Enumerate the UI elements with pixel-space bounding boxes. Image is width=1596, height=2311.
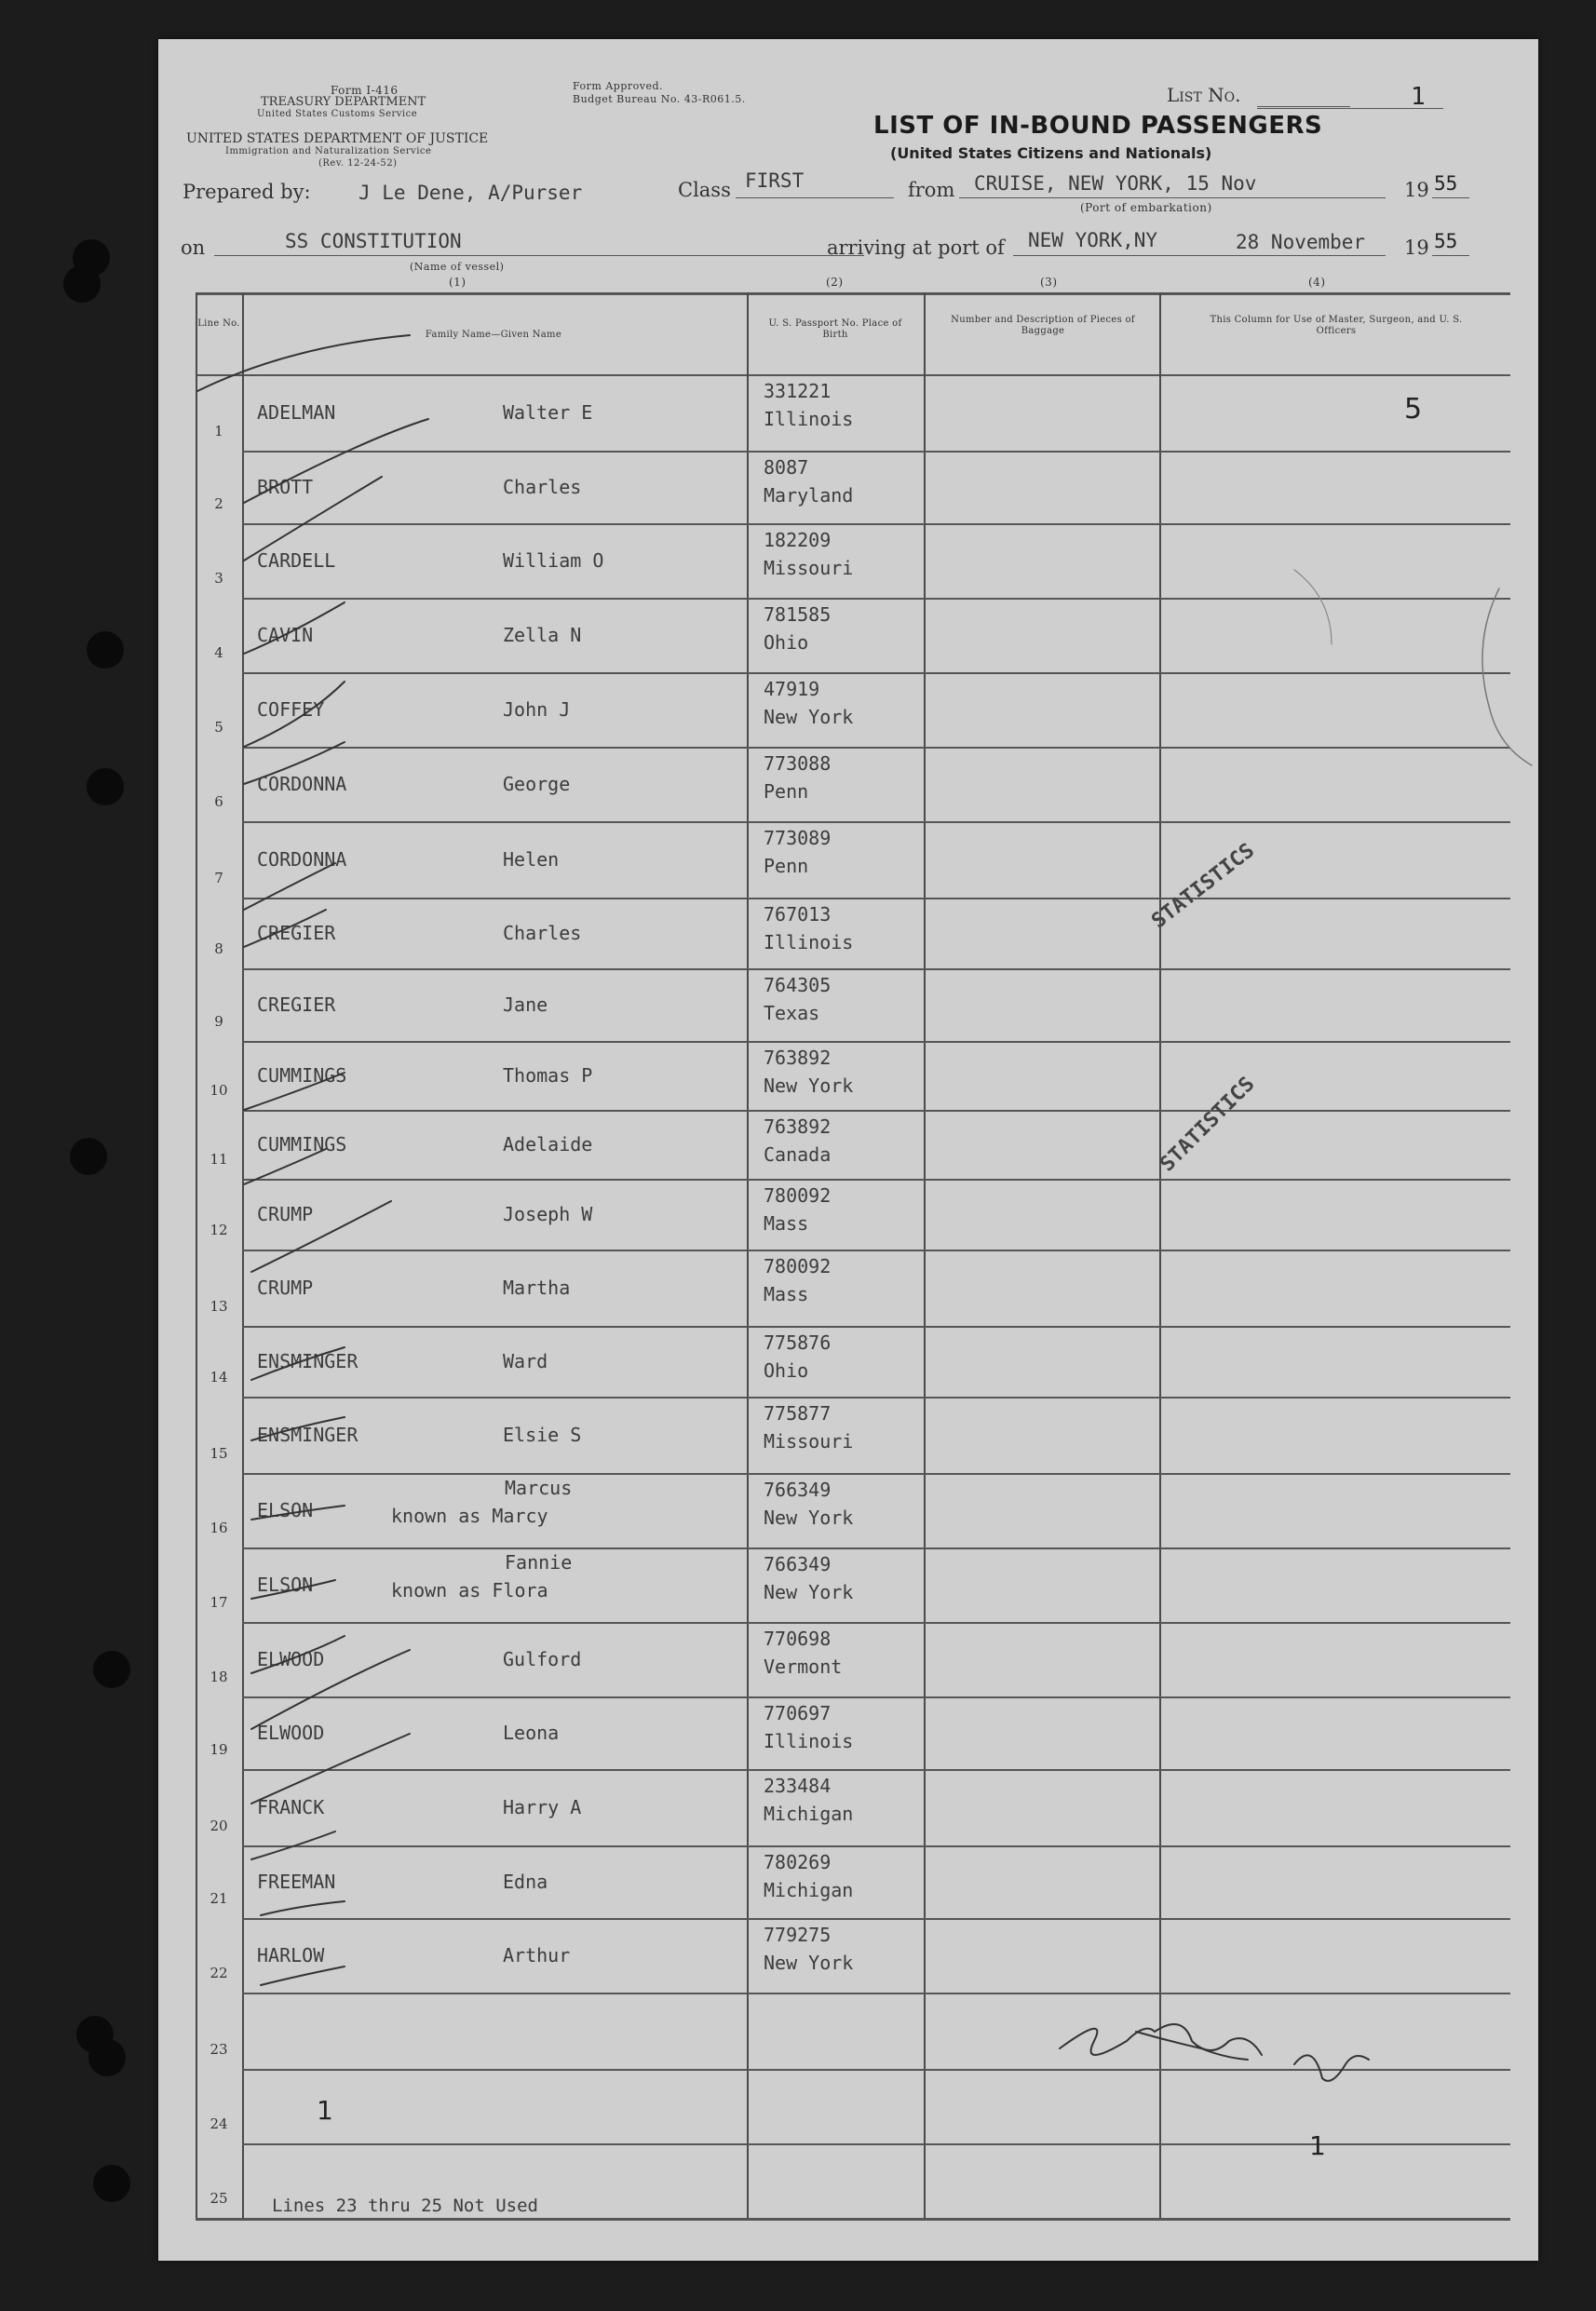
arrival-port-value: NEW YORK,NY: [1028, 229, 1158, 251]
col-num-4: (4): [1308, 276, 1326, 289]
vessel-name-value: SS CONSTITUTION: [285, 230, 462, 252]
given-name: Charles: [503, 922, 582, 944]
line-number: 18: [210, 1669, 228, 1685]
given-name: Zella N: [503, 624, 582, 646]
given-name: Helen: [503, 848, 560, 871]
port-embarkation-note: (Port of embarkation): [1080, 201, 1212, 214]
line-number: 20: [210, 1818, 228, 1834]
family-name: ELSON: [257, 1499, 314, 1521]
place-of-birth: New York: [764, 1952, 854, 1974]
place-of-birth: Illinois: [764, 931, 854, 953]
place-of-birth: Missouri: [764, 1430, 854, 1453]
given-name: Thomas P: [503, 1064, 593, 1087]
col-header-baggage: Number and Description of Pieces of Baggage: [951, 315, 1135, 336]
passport-number: 182209: [764, 529, 832, 551]
family-name: ELSON: [257, 1574, 314, 1596]
given-name: Adelaide: [503, 1133, 593, 1156]
statistics-stamp: STATISTICS: [1156, 1073, 1260, 1177]
officer-mark-row1: 5: [1404, 393, 1423, 426]
col-header-passport: U. S. Passport No. Place of Birth: [768, 318, 902, 340]
family-name: CARDELL: [257, 549, 336, 572]
passport-number: 775876: [764, 1331, 832, 1354]
prepared-by-value: J Le Dene, A/Purser: [358, 182, 583, 204]
family-name: BROTT: [257, 476, 314, 498]
given-name: Charles: [503, 476, 582, 498]
pen-marks: [158, 39, 1538, 2261]
line-number: 2: [214, 495, 223, 512]
line-number: 14: [210, 1369, 228, 1385]
given-name: Ward: [503, 1350, 548, 1372]
line-number: 3: [214, 570, 223, 587]
family-name: CORDONNA: [257, 773, 347, 795]
line-number: 6: [214, 793, 223, 810]
family-name: FREEMAN: [257, 1871, 336, 1893]
vessel-name-note: (Name of vessel): [410, 261, 505, 273]
binder-hole: [87, 768, 124, 805]
place-of-birth: Michigan: [764, 1879, 854, 1901]
line-number: 25: [210, 2190, 228, 2207]
family-name: CRUMP: [257, 1277, 314, 1299]
known-as: known as Flora: [391, 1579, 548, 1601]
place-of-birth: Mass: [764, 1283, 809, 1305]
passport-number: 764305: [764, 974, 832, 996]
passport-number: 770698: [764, 1628, 832, 1650]
family-name: ENSMINGER: [257, 1424, 358, 1446]
immigration-service: Immigration and Naturalization Service: [225, 146, 432, 156]
line-number: 7: [214, 870, 223, 886]
line-number: 24: [210, 2115, 228, 2132]
treasury-department: TREASURY DEPARTMENT: [261, 95, 426, 109]
family-name: ELWOOD: [257, 1722, 325, 1744]
family-name: CUMMINGS: [257, 1064, 347, 1087]
given-name: Gulford: [503, 1648, 582, 1670]
family-name: CREGIER: [257, 993, 336, 1016]
place-of-birth: Vermont: [764, 1656, 843, 1678]
place-of-birth: New York: [764, 1507, 854, 1529]
list-no-label: List No.: [1167, 84, 1241, 106]
col-header-line: Line No.: [197, 318, 240, 329]
given-name: Marcus: [505, 1477, 573, 1499]
binder-hole: [87, 631, 124, 669]
arriving-label: arriving at port of: [827, 237, 1005, 259]
line-number: 10: [210, 1082, 228, 1099]
footer-note: Lines 23 thru 25 Not Used: [272, 2196, 538, 2216]
passport-number: 766349: [764, 1479, 832, 1501]
binder-hole: [63, 265, 101, 303]
count-right: 1: [1309, 2130, 1326, 2161]
place-of-birth: Canada: [764, 1143, 832, 1166]
passport-number: 780092: [764, 1184, 832, 1207]
line-number: 5: [214, 719, 223, 736]
line-number: 13: [210, 1298, 228, 1315]
given-name: George: [503, 773, 571, 795]
family-name: CREGIER: [257, 922, 336, 944]
form-number: Form I-416: [331, 84, 399, 97]
place-of-birth: Penn: [764, 855, 809, 877]
prepared-by-label: Prepared by:: [183, 181, 311, 203]
family-name: COFFEY: [257, 698, 325, 721]
on-label: on: [181, 237, 206, 259]
form-revision: (Rev. 12-24-52): [318, 158, 398, 169]
family-name: CORDONNA: [257, 848, 347, 871]
passport-number: 780092: [764, 1255, 832, 1277]
class-label: Class: [678, 179, 731, 201]
family-name: HARLOW: [257, 1944, 325, 1966]
place-of-birth: Penn: [764, 780, 809, 803]
given-name: Walter E: [503, 401, 593, 424]
passport-number: 775877: [764, 1402, 832, 1425]
family-name: FRANCK: [257, 1796, 325, 1818]
line-number: 17: [210, 1594, 228, 1611]
embarkation-port-value: CRUISE, NEW YORK, 15 Nov: [974, 172, 1257, 195]
class-value: FIRST: [745, 169, 805, 192]
place-of-birth: Illinois: [764, 408, 854, 430]
passport-number: 233484: [764, 1775, 832, 1797]
from-year: 55: [1434, 172, 1458, 195]
given-name: Jane: [503, 993, 548, 1016]
passport-number: 770697: [764, 1702, 832, 1724]
place-of-birth: Ohio: [764, 1359, 809, 1382]
place-of-birth: Ohio: [764, 631, 809, 654]
place-of-birth: New York: [764, 706, 854, 728]
list-no-value: 1: [1411, 83, 1426, 111]
col-header-name: Family Name—Given Name: [425, 330, 562, 340]
given-name: Martha: [503, 1277, 571, 1299]
customs-service: United States Customs Service: [257, 109, 418, 119]
family-name: ELWOOD: [257, 1648, 325, 1670]
passport-number: 331221: [764, 380, 832, 402]
arrival-year-prefix: 19: [1404, 237, 1429, 259]
line-number: 1: [214, 423, 223, 439]
page-subtitle: (United States Citizens and Nationals): [890, 144, 1212, 162]
passport-number: 767013: [764, 903, 832, 926]
arrival-date-value: 28 November: [1236, 231, 1366, 253]
binder-hole: [88, 2039, 126, 2076]
passport-number: 781585: [764, 603, 832, 626]
from-year-prefix: 19: [1404, 179, 1429, 201]
statistics-stamp: STATISTICS: [1147, 839, 1260, 934]
binder-hole: [93, 1651, 130, 1688]
line-number: 16: [210, 1520, 228, 1536]
passport-number: 780269: [764, 1851, 832, 1873]
arrival-year: 55: [1434, 230, 1458, 252]
given-name: Edna: [503, 1871, 548, 1893]
budget-bureau: Budget Bureau No. 43-R061.5.: [573, 93, 746, 105]
family-name: CRUMP: [257, 1203, 314, 1225]
given-name: Elsie S: [503, 1424, 582, 1446]
passport-number: 773089: [764, 827, 832, 849]
given-name: Harry A: [503, 1796, 582, 1818]
line-number: 4: [214, 644, 223, 661]
page-title: LIST OF IN-BOUND PASSENGERS: [873, 112, 1323, 140]
col-num-3: (3): [1040, 276, 1058, 289]
place-of-birth: Missouri: [764, 557, 854, 579]
passport-number: 779275: [764, 1924, 832, 1946]
place-of-birth: Michigan: [764, 1803, 854, 1825]
given-name: Arthur: [503, 1944, 571, 1966]
line-number: 22: [210, 1965, 228, 1981]
given-name: Fannie: [505, 1551, 573, 1574]
passport-number: 773088: [764, 752, 832, 775]
passport-number: 763892: [764, 1115, 832, 1138]
place-of-birth: Texas: [764, 1002, 820, 1024]
line-number: 15: [210, 1445, 228, 1462]
binder-hole: [70, 1138, 107, 1175]
family-name: ENSMINGER: [257, 1350, 358, 1372]
family-name: CUMMINGS: [257, 1133, 347, 1156]
line-number: 8: [214, 940, 223, 957]
place-of-birth: New York: [764, 1074, 854, 1097]
family-name: ADELMAN: [257, 401, 336, 424]
from-label: from: [908, 179, 955, 201]
line-number: 11: [210, 1151, 228, 1168]
place-of-birth: Mass: [764, 1212, 809, 1235]
binder-hole: [93, 2165, 130, 2202]
col-num-2: (2): [826, 276, 844, 289]
col-header-officers: This Column for Use of Master, Surgeon, and U. S. Officers: [1210, 315, 1463, 336]
justice-department: UNITED STATES DEPARTMENT OF JUSTICE: [186, 131, 489, 146]
count-left: 1: [317, 2095, 333, 2126]
line-number: 12: [210, 1222, 228, 1238]
passport-number: 8087: [764, 456, 809, 479]
passport-number: 763892: [764, 1047, 832, 1069]
manifest-sheet: [158, 39, 1538, 2261]
given-name: John J: [503, 698, 571, 721]
line-number: 19: [210, 1741, 228, 1758]
line-number: 9: [214, 1013, 223, 1030]
given-name: Leona: [503, 1722, 560, 1744]
given-name: Joseph W: [503, 1203, 593, 1225]
passport-number: 47919: [764, 678, 820, 700]
passport-number: 766349: [764, 1553, 832, 1575]
family-name: CAVIN: [257, 624, 314, 646]
form-approved: Form Approved.: [573, 80, 664, 92]
place-of-birth: New York: [764, 1581, 854, 1603]
line-number: 21: [210, 1890, 228, 1907]
place-of-birth: Maryland: [764, 484, 854, 507]
col-num-1: (1): [449, 276, 467, 289]
given-name: William O: [503, 549, 604, 572]
known-as: known as Marcy: [391, 1505, 548, 1527]
place-of-birth: Illinois: [764, 1730, 854, 1752]
line-number: 23: [210, 2041, 228, 2058]
